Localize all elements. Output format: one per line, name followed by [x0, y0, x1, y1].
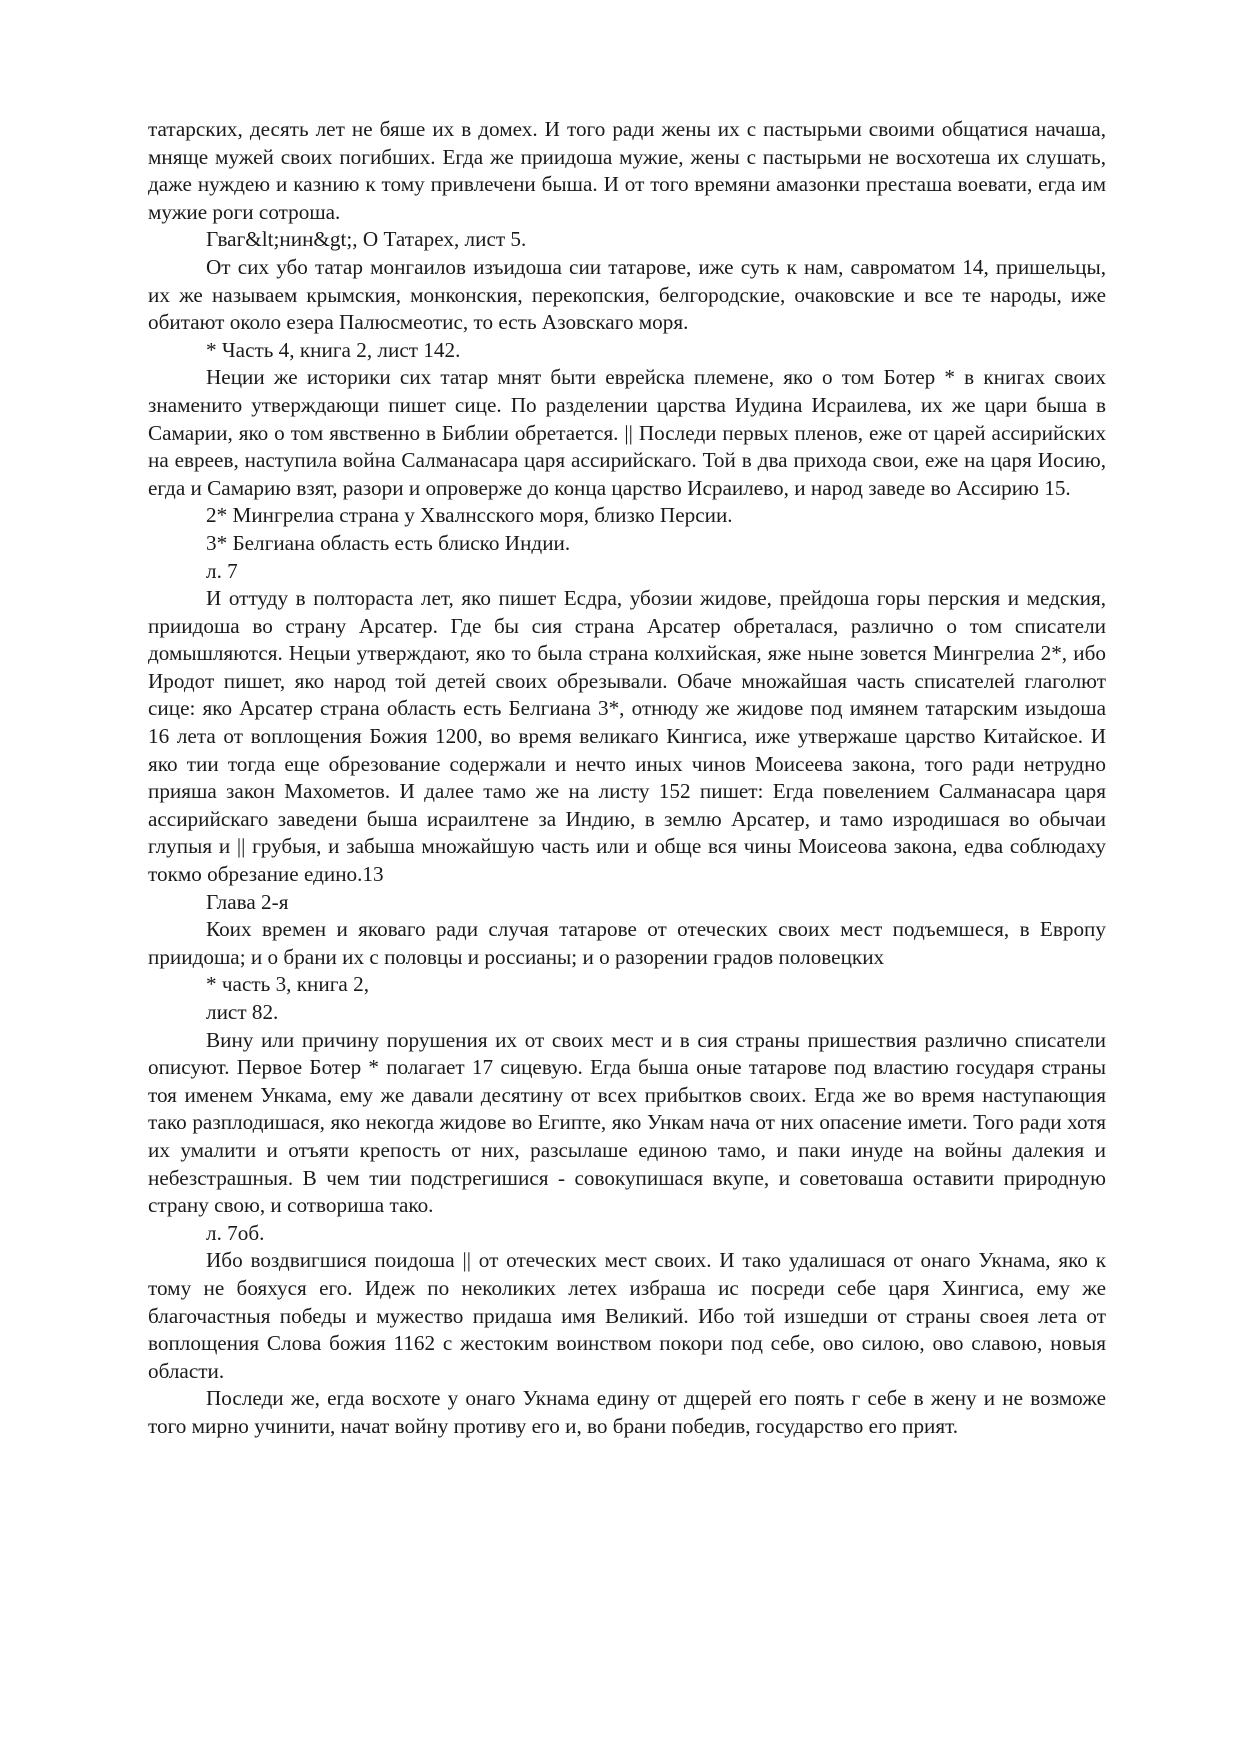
- paragraph: Вину или причину порушения их от своих мест и в сия страны пришествия различно списатели описуют. Первое Ботер * полагает 17 сицевую. Егда быша оные татарове под властию государя страны тоя именем Ункама, ему же давали десятину от всех прибытков своих. Егда же во время наступающия тако разплодишася, яко некогда жидове во Египте, яко Ункам нача от них опасение имети. Того ради хотя их умалити и отъяти крепость от них, разсылаше единою тамо, и паки инуде на войны далекия и небезстрашныя. В чем тии подстрегишися - совокупишася вкупе, и советоваша оставити природную страну свою, и сотвориша тако.: [148, 1027, 1106, 1218]
- footnote-reference: * Часть 4, книга 2, лист 142.: [206, 337, 461, 362]
- footnote-reference: лист 82.: [206, 1000, 279, 1024]
- folio-marker: л. 7об.: [206, 1220, 265, 1245]
- paragraph: Последи же, егда восхоте у онаго Укнама едину от дщерей его поять г себе в жену и не возможе того мирно учинити, начат войну противу его и, во брани победив, государство его прият.: [148, 1386, 1106, 1438]
- folio-marker: л. 7: [206, 558, 238, 583]
- footnote-line: 2* Мингрелиа страна у Хвалнсского моря, близко Персии.: [206, 503, 733, 528]
- chapter-summary: Коих времен и яковаго ради случая татарове от отеческих своих мест подъемшеся, в Европу приидоша; и о брани их с половцы и россианы; и о разорении градов половецких: [148, 917, 1106, 969]
- source-reference: Гваг&lt;нин&gt;, О Татарех, лист 5.: [206, 227, 527, 252]
- paragraph: татарских, десять лет не бяше их в домех. И того ради жены их с пастырьми своими общатися начаша, мняще мужей своих погибших. Егда же приидоша мужие, жены с пастырьми не восхотеша их слушать, даже нуждею и казнию к тому привлечени быша. И от того времяни амазонки престаша воевати, егда им мужие роги сотроша.: [148, 117, 1106, 224]
- paragraph: От сих убо татар монгаилов изъидоша сии татарове, иже суть к нам, савроматом 14, пришельцы, их же называем крымския, монконския, перекопския, белгородские, очаковские и все те народы, иже обитают около езера Палюсмеотис, то есть Азовскаго моря.: [148, 254, 1106, 335]
- chapter-heading: Глава 2-я: [206, 889, 289, 914]
- document-page: [148, 116, 1106, 1441]
- footnote-line: 3* Белгиана область есть блиско Индии.: [206, 530, 571, 555]
- paragraph: И оттуду в полтораста лет, яко пишет Есдра, убозии жидове, прейдоша горы перския и медския, приидоша во страну Арсатер. Где бы сия страна Арсатер обреталася, различно о том списатели домышляются. Нецыи утверждают, яко то была страна колхийская, яже ныне зовется Мингрелиа 2*, ибо Иродот пишет, яко народ той детей своих обрезывали. Обаче множайшая часть списателей глаголют сице: яко Арсатер страна область есть Белгиана 3*, отнюду же жидове под имянем татарским изыдоша 16 лета от воплощения Божия 1200, во время великаго Кингиса, иже утвержаше царство Китайское. И яко тии тогда еще обрезование содержали и нечто иных чинов Моисеева закона, того ради нетрудно прияша закон Махометов. И далее тамо же на листу 152 пишет: Егда повелением Салманасара царя ассирийскаго заведени быша исраилтене за Индию, в землю Арсатер, и тамо изродишася во обычаи глупыя и || грубыя, и забыша множайшую часть или и обще вся чины Моисеова закона, едва соблюдаху токмо обрезание едино.13: [148, 586, 1106, 887]
- paragraph: Ибо воздвигшися поидоша || от отеческих мест своих. И тако удалишася от онаго Укнама, яко к тому не бояхуся его. Идеж по неколиких летех избраша ис посреди себе царя Хингиса, ему же благочастныя победы и мужество придаша имя Великий. Ибо той изшедши от страны своея лета от воплощения Слова божия 1162 с жестоким воинством покори под себе, ово силою, ово славою, новыя области.: [148, 1248, 1106, 1383]
- footnote-reference: * часть 3, книга 2,: [206, 972, 370, 997]
- paragraph: Неции же историки сих татар мнят быти еврейска племене, яко о том Ботер * в книгах своих знаменито утверждающи пишет сице. По разделении царства Иудина Исраилева, их же цари быша в Самарии, яко о том явственно в Библии обретается. || Последи первых пленов, еже от царей ассирийских на евреев, наступила война Салманасара царя ассирийскаго. Той в два прихода свои, еже на царя Иосию, егда и Самарию взят, разори и опроверже до конца царство Исраилево, и народ заведе во Ассирию 15.: [148, 365, 1106, 500]
